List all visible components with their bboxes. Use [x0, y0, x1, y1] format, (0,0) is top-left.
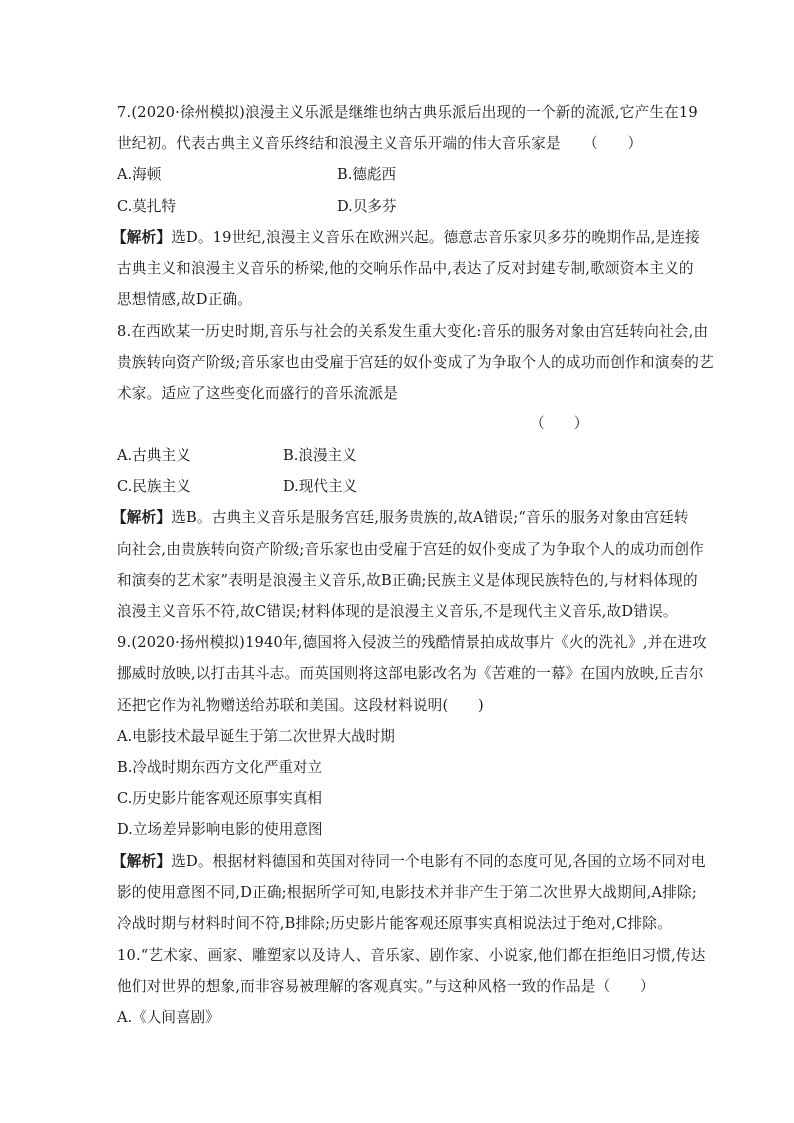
q9-analysis-text-1: 选D。根据材料德国和英国对待同一个电影有不同的态度可见,各国的立场不同对电	[171, 853, 706, 870]
q8-stem-line-3: 术家。适应了这些变化而盛行的音乐流派是	[117, 385, 399, 402]
q7-option-b: B.德彪西	[337, 166, 397, 183]
q7-analysis-line-2: 古典主义和浪漫主义音乐的桥梁,他的交响乐作品中,表达了反对封建专制,歌颂资本主义的	[117, 260, 694, 277]
q9-option-a: A.电影技术最早诞生于第二次世界大战时期	[117, 728, 395, 745]
q10-option-a: A.《人间喜剧》	[117, 1009, 220, 1026]
q7-stem-line-2: 世纪初。代表古典主义音乐终结和浪漫主义音乐开端的伟大音乐家是 （ ）	[117, 135, 643, 152]
q8-analysis-tag: 【解析】	[112, 509, 172, 526]
q8-option-d: D.现代主义	[283, 478, 358, 495]
q9-analysis-line-2: 影的使用意图不同,D正确;根据所学可知,电影技术并非产生于第二次世界大战期间,A排除;	[117, 884, 697, 901]
q9-stem-line-2: 挪威时放映,以打击其斗志。而英国则将这部电影改名为《苦难的一幕》在国内放映,丘吉尔	[117, 665, 704, 682]
q10-stem-line-1: 10.“艺术家、画家、雕塑家以及诗人、音乐家、剧作家、小说家,他们都在拒绝旧习惯,传达	[117, 947, 706, 964]
q9-analysis-line-3: 冷战时期与材料时间不符,B排除;历史影片能客观还原事实真相说法过于绝对,C排除。	[117, 915, 672, 932]
q8-analysis-line-1	[112, 508, 689, 528]
q8-answer-bracket: （ ）	[530, 415, 589, 432]
q8-analysis-line-4: 浪漫主义音乐不符,故C错误;材料体现的是浪漫主义音乐,不是现代主义音乐,故D错误。	[117, 603, 678, 620]
q9-analysis-tag: 【解析】	[112, 853, 172, 870]
q7-option-c: C.莫扎特	[117, 198, 177, 215]
q7-option-a: A.海顿	[117, 166, 162, 183]
q8-option-b: B.浪漫主义	[283, 447, 357, 464]
q9-stem-line-1: 9.(2020·扬州模拟)1940年,德国将入侵波兰的残酷情景拍成故事片《火的洗礼》,并在进攻	[117, 634, 707, 651]
q9-option-c: C.历史影片能客观还原事实真相	[117, 790, 323, 807]
q9-option-d: D.立场差异影响电影的使用意图	[117, 821, 323, 838]
q8-option-a: A.古典主义	[117, 447, 191, 464]
q8-stem-line-1: 8.在西欧某一历史时期,音乐与社会的关系发生重大变化:音乐的服务对象由宫廷转向社会,由	[117, 323, 709, 340]
q8-analysis-line-2: 向社会,由贵族转向资产阶级;音乐家也由受雇于宫廷的奴仆变成了为争取个人的成功而创作	[117, 541, 704, 558]
q7-option-d: D.贝多芬	[337, 198, 397, 215]
q10-stem-line-2: 他们对世界的想象,而非容易被理解的客观真实。”与这种风格一致的作品是（ ）	[117, 978, 655, 995]
q9-option-b: B.冷战时期东西方文化严重对立	[117, 759, 323, 776]
q8-stem-line-2: 贵族转向资产阶级;音乐家也由受雇于宫廷的奴仆变成了为争取个人的成功而创作和演奏的艺	[117, 354, 714, 371]
q7-analysis-text-1: 选D。19世纪,浪漫主义音乐在欧洲兴起。德意志音乐家贝多芬的晚期作品,是连接	[171, 229, 700, 246]
q8-analysis-line-3: 和演奏的艺术家”表明是浪漫主义音乐,故B正确;民族主义是体现民族特色的,与材料体现的	[117, 572, 698, 589]
q9-stem-line-3: 还把它作为礼物赠送给苏联和美国。这段材料说明( )	[117, 697, 484, 714]
q8-analysis-text-1: 选B。古典主义音乐是服务宫廷,服务贵族的,故A错误;“音乐的服务对象由宫廷转	[171, 509, 689, 526]
q8-option-c: C.民族主义	[117, 478, 191, 495]
q7-analysis-tag: 【解析】	[112, 229, 172, 246]
q7-analysis-line-3: 思想情感,故D正确。	[117, 291, 253, 308]
q7-analysis-line-1	[112, 228, 700, 248]
q7-stem-line-1: 7.(2020·徐州模拟)浪漫主义乐派是继维也纳古典乐派后出现的一个新的流派,它产生在19	[117, 104, 698, 121]
q9-analysis-line-1	[112, 852, 706, 872]
